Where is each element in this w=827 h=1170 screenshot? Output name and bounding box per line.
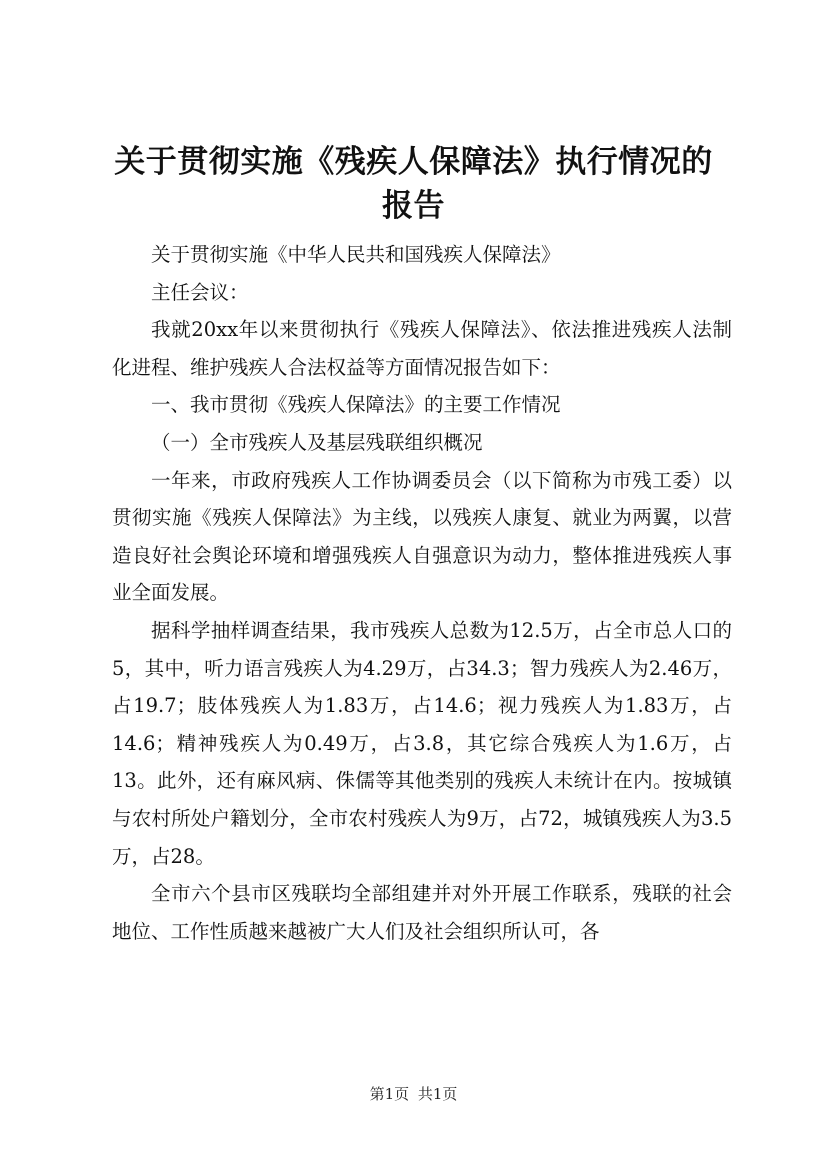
page-footer: [0, 1083, 827, 1104]
document-title: 关于贯彻实施《残疾人保障法》执行情况的报告: [114, 144, 713, 224]
page-total: 共1页: [417, 1085, 458, 1103]
document-body: [112, 236, 732, 950]
paragraph: 一、我市贯彻《残疾人保障法》的主要工作情况: [151, 393, 561, 417]
paragraph: 据科学抽样调查结果，我市残疾人总数为12.5万，占全市总人口的5，其中，听力语言残疾人为4.29万，占34.3；智力残疾人为2.46万，占19.7；肢体残疾人为1.83万，占14.6；视力残疾人为1.83万，占14.6；精神残疾人为0.49万，占3.8，其它综合残疾人为1.6万，占13。此外，还有麻风病、侏儒等其他类别的残疾人未统计在内。按城镇与农村所处户籍划分，全市农村残疾人为9万，占72，城镇残疾人为3.5万，占28。: [112, 618, 732, 868]
paragraph: 关于贯彻实施《中华人民共和国残疾人保障法》: [151, 243, 561, 266]
paragraph: 一年来，市政府残疾人工作协调委员会（以下简称为市残工委）以贯彻实施《残疾人保障法》为主线，以残疾人康复、就业为两翼，以营造良好社会舆论环境和增强残疾人自强意识为动力，整体推进残疾人事业全面发展。: [112, 468, 732, 605]
paragraph: （一）全市残疾人及基层残联组织概况: [151, 430, 483, 454]
paragraph: 我就20xx年以来贯彻执行《残疾人保障法》、依法推进残疾人法制化进程、维护残疾人合法权益等方面情况报告如下：: [112, 318, 732, 379]
paragraph: 全市六个县市区残联均全部组建并对外开展工作联系，残联的社会地位、工作性质越来越被广大人们及社会组织所认可，各: [112, 882, 732, 943]
page-number: 第1页: [369, 1085, 410, 1103]
paragraph: 主任会议：: [151, 280, 249, 304]
